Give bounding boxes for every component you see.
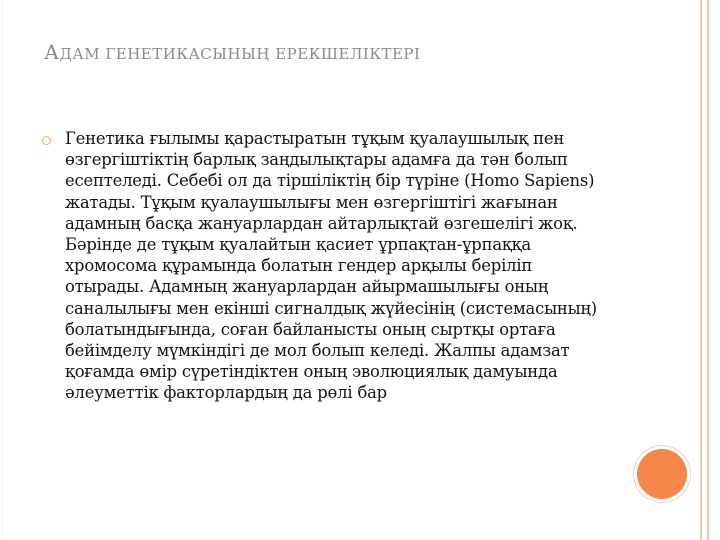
title-initial: А: [44, 40, 60, 64]
bullet-circle-icon: [42, 136, 51, 145]
title-text: ДАМ ГЕНЕТИКАСЫНЫҢ ЕРЕКШЕЛІКТЕРІ: [59, 45, 421, 63]
decorative-orange-circle: [637, 449, 687, 499]
bullet-text: Генетика ғылымы қарастыратын тұқым қуалаушылық пен өзгергіштіктің барлық заңдылықтары адамға да тән болып есептеледі. Себебі ол да тіршіліктің бір түріне (Homo Sapiens) жатады. Тұқым қуалаушылығы мен өзгергіштігі жағынан адамның басқа жануарлардан айтарлықтай өзгешелігі жоқ. Бәрінде де тұқым қуалайтын қасиет ұрпақтан-ұрпаққа хромосома құрамында болатын гендер арқылы беріліп отырады. Адамның жануарлардан айырмашылығы оның саналылығы мен екінші сигналдық жүйесінің (системасының) болатындығында, соған байланысты оның сыртқы ортаға бейімделу мүмкіндігі де мол болып келеді. Жалпы адамзат қоғамда өмір сүретіндіктен оның эволюциялық дамуында әлеуметтік факторлардың да рөлі бар: [65, 129, 597, 403]
slide-title: [44, 40, 644, 64]
